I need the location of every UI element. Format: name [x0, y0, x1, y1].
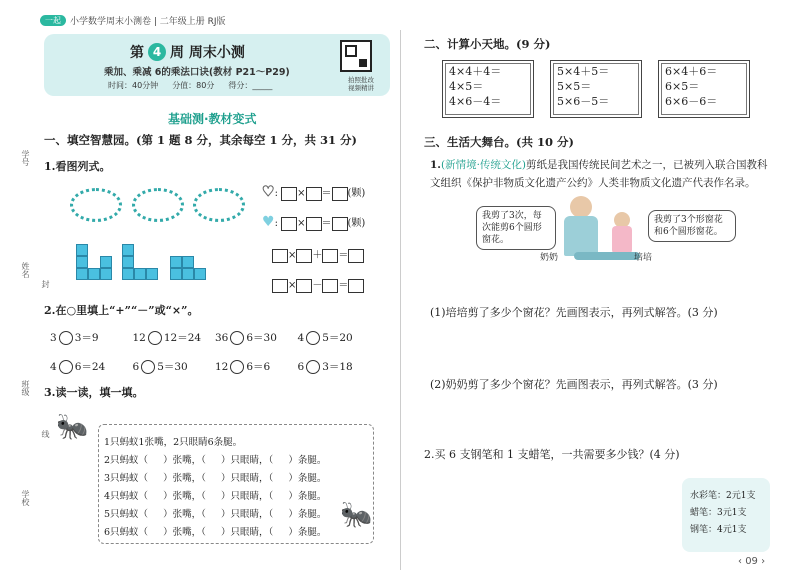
answer-box[interactable]: [322, 279, 338, 293]
week-number-badge: 4: [148, 43, 166, 61]
unit-label: (颗): [347, 188, 366, 199]
operator-circle[interactable]: [306, 331, 320, 345]
brand-tag: 一起: [40, 15, 66, 26]
answer-box[interactable]: [272, 249, 288, 263]
calc-item[interactable]: 6×5＝: [665, 80, 700, 93]
q2-grid: [50, 330, 380, 374]
girl-label: 培培: [634, 253, 653, 263]
price-list: [682, 478, 770, 552]
q3-row[interactable]: 3只蚂蚁（ ）张嘴，（ ）只眼睛，（ ）条腿。: [104, 473, 327, 484]
speech-bubble-grandma: 我剪了3次，每次能剪6个圆形窗花。: [476, 206, 556, 250]
calc-item[interactable]: 5×4＋5＝: [557, 65, 610, 78]
q1-title: 1.看图列式。: [44, 160, 111, 173]
section-title: 基础测·教材变式: [168, 112, 257, 126]
q2-item: 6 5＝30: [132, 361, 188, 373]
side-label-line: 线: [41, 430, 50, 438]
qr-code-icon[interactable]: [340, 40, 372, 72]
q2-item: 4 5＝20: [297, 332, 353, 344]
story-text: [430, 156, 770, 192]
q2-item: 36 6＝30: [215, 332, 277, 344]
earned-label: 得分：_____: [228, 81, 273, 90]
q2-item: 12 12＝24: [132, 332, 202, 344]
q2-title: 2.在○里填上“+”“－”或“×”。: [44, 304, 199, 317]
operator-circle[interactable]: [59, 360, 73, 374]
q3-row[interactable]: 6只蚂蚁（ ）张嘴，（ ）只眼睛，（ ）条腿。: [104, 527, 327, 538]
page-divider: [400, 30, 401, 570]
speech-bubble-girl: 我剪了3个形窗花和6个圆形窗花。: [648, 210, 736, 242]
week-suffix: 周 周末小测: [170, 45, 245, 61]
side-label-class: 班级: [21, 380, 30, 396]
q1-answer-row-1: ♥: × ＝ (颗): [262, 184, 366, 200]
side-label-name: 姓名: [21, 262, 30, 278]
paper-cutting-illustration: [564, 196, 644, 276]
heart-outline-icon: ♥: [262, 184, 275, 200]
wreath-image: [193, 188, 245, 222]
header-subtitle: 乘加、乘减 6的乘法口诀(教材 P21～P29): [104, 67, 290, 78]
calc-box: [658, 60, 750, 118]
operator-circle[interactable]: [230, 331, 244, 345]
q1-answer-row-2: ♥: × ＝ (颗): [262, 214, 366, 230]
story-number: 1.: [430, 159, 441, 171]
page-number: ‹ 09 ›: [738, 556, 766, 567]
q3-title: 3.读一读，填一填。: [44, 386, 144, 399]
wreath-group: [70, 188, 245, 225]
wreath-image: [70, 188, 122, 222]
side-label-school: 学校: [21, 490, 30, 506]
part2-title: 二、计算小天地。(9 分): [424, 37, 551, 51]
answer-box[interactable]: [306, 217, 322, 231]
week-prefix: 第: [130, 45, 144, 61]
price-item: 钢笔：4元1支: [690, 525, 747, 535]
sub-question-2: (2)奶奶剪了多少个窗花？先画图表示，再列式解答。(3 分): [430, 378, 718, 391]
calc-item[interactable]: 6×6－6＝: [665, 95, 718, 108]
answer-box[interactable]: [348, 249, 364, 263]
unit-label: (颗): [347, 218, 366, 229]
ant-icon: 🐜: [56, 412, 89, 442]
q1-answer-row-4: × － ＝: [272, 276, 364, 293]
calc-item[interactable]: 4×6－4＝: [449, 95, 502, 108]
side-label-seal: 封: [41, 280, 50, 288]
q3-row[interactable]: 5只蚂蚁（ ）张嘴，（ ）只眼睛，（ ）条腿。: [104, 509, 327, 520]
operator-circle[interactable]: [230, 360, 244, 374]
q3-row: 1只蚂蚁1张嘴，2只眼睛6条腿。: [104, 437, 243, 448]
calc-item[interactable]: 5×5＝: [557, 80, 592, 93]
q2-item: 3 3＝9: [50, 332, 99, 344]
top-bar: [40, 14, 226, 27]
answer-box[interactable]: [281, 187, 297, 201]
answer-box[interactable]: [272, 279, 288, 293]
book-title: 小学数学周末小测卷 | 二年级上册 RJ版: [70, 17, 226, 27]
answer-box[interactable]: [332, 217, 348, 231]
operator-circle[interactable]: [59, 331, 73, 345]
price-item: 水彩笔：2元1支: [690, 491, 756, 501]
q1-answer-row-3: × ＋ ＝: [272, 246, 364, 263]
calc-item[interactable]: 6×4＋6＝: [665, 65, 718, 78]
operator-circle[interactable]: [306, 360, 320, 374]
part3-title: 三、生活大舞台。(共 10 分): [424, 135, 574, 149]
operator-circle[interactable]: [141, 360, 155, 374]
answer-box[interactable]: [281, 217, 297, 231]
cube-group: [76, 244, 276, 284]
calc-box: [550, 60, 642, 118]
answer-box[interactable]: [306, 187, 322, 201]
q2-item: 4 6＝24: [50, 361, 106, 373]
q3-row[interactable]: 4只蚂蚁（ ）张嘴，（ ）只眼睛，（ ）条腿。: [104, 491, 327, 502]
grandma-label: 奶奶: [540, 253, 559, 263]
calc-item[interactable]: 5×6－5＝: [557, 95, 610, 108]
q2-item: 6 3＝18: [297, 361, 353, 373]
answer-box[interactable]: [296, 249, 312, 263]
q3-row[interactable]: 2只蚂蚁（ ）张嘴，（ ）只眼睛，（ ）条腿。: [104, 455, 327, 466]
story-body: 剪纸是我国传统民间艺术之一，已被列入联合国教科文组织《保护非物质文化遗产公约》人类非物质文化遗产代表作名录。: [430, 159, 768, 189]
answer-box[interactable]: [348, 279, 364, 293]
operator-circle[interactable]: [148, 331, 162, 345]
price-item: 蜡笔：3元1支: [690, 508, 747, 518]
part1-title: 一、填空智慧园。(第 1 题 8 分，其余每空 1 分，共 31 分): [44, 133, 357, 147]
sub-question-1: (1)培培剪了多少个窗花？先画图表示，再列式解答。(3 分): [430, 306, 718, 319]
calc-box: [442, 60, 534, 118]
story-tag: (新情境·传统文化): [440, 159, 526, 171]
answer-box[interactable]: [296, 279, 312, 293]
header-meta: [108, 80, 272, 91]
qr-caption: 拍照批改 视频精讲: [348, 76, 374, 92]
week-title: [130, 42, 245, 62]
answer-box[interactable]: [332, 187, 348, 201]
calc-item[interactable]: 4×4＋4＝: [449, 65, 502, 78]
heart-blue-icon: ♥: [262, 214, 275, 230]
score-label: 分值：80分: [172, 81, 215, 90]
question-2: 2.买 6 支钢笔和 1 支蜡笔，一共需要多少钱？(4 分): [424, 448, 680, 461]
side-label-student-no: 学号: [21, 150, 30, 166]
q2-item: 12 6＝6: [215, 361, 271, 373]
calc-item[interactable]: 4×5＝: [449, 80, 484, 93]
answer-box[interactable]: [322, 249, 338, 263]
time-label: 时间：40分钟: [108, 81, 159, 90]
wreath-image: [132, 188, 184, 222]
ant-icon: 🐜: [340, 500, 373, 530]
